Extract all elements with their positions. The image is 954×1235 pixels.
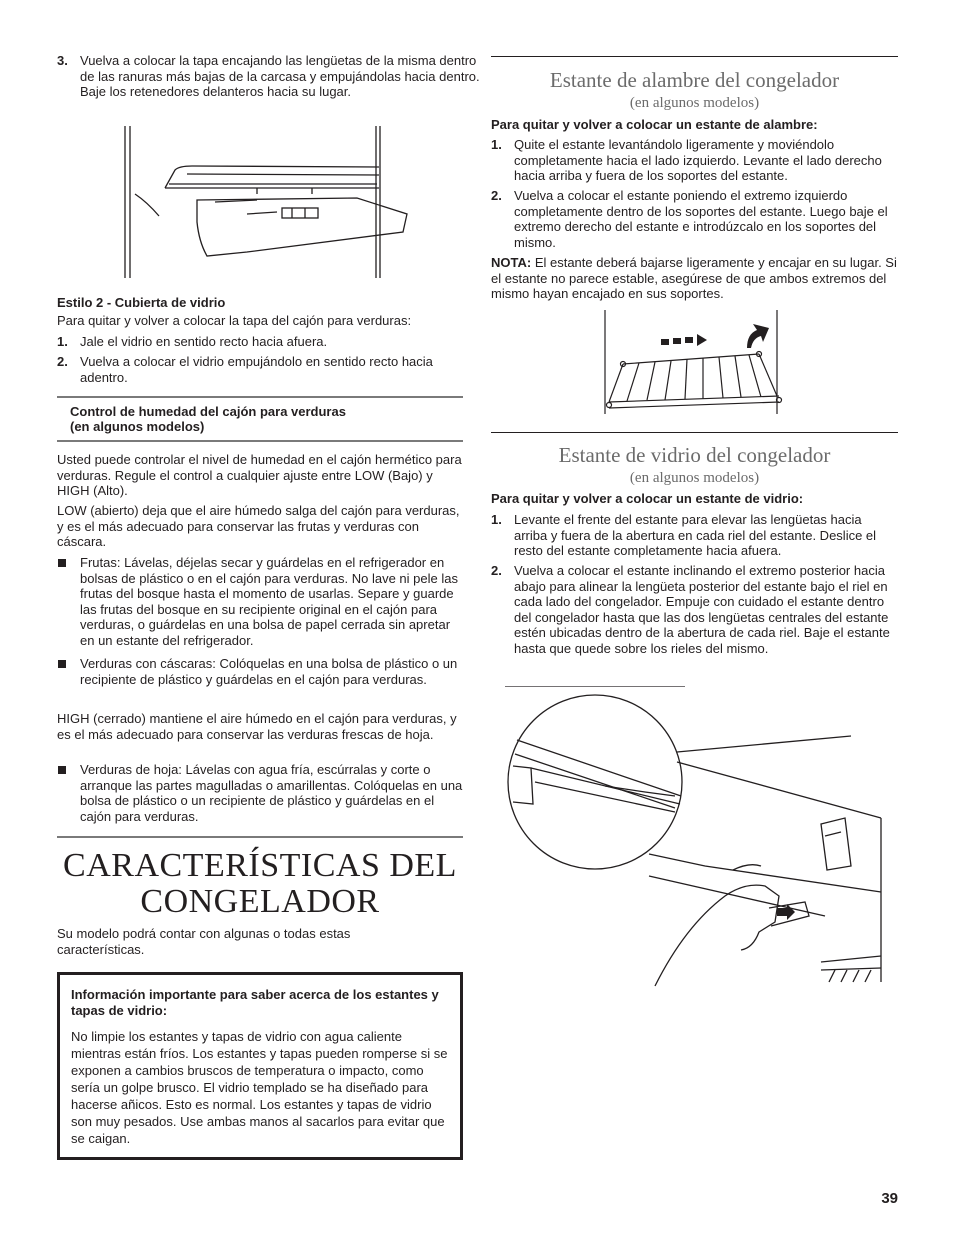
step-text: Vuelva a colocar el vidrio empujándolo en sentido recto hacia adentro. bbox=[80, 354, 433, 385]
step-text: Quite el estante levantándolo ligeramente y moviéndolo completamente hacia el lado izquierdo. Levante el lado derecho hacia arriba y fuera de los soportes del estante. bbox=[514, 137, 882, 183]
step-3 bbox=[57, 53, 486, 100]
bullet-square bbox=[58, 559, 66, 567]
section-divider bbox=[491, 432, 898, 433]
bullet-text: Frutas: Lávelas, déjelas secar y guárdelas en el refrigerador en bolsas de plástico o en el cajón para verduras. No lave ni pele las frutas del bosque hasta el momento de usarlas. Separe y guarde las frutas del bosque en su recipiente original en el cajón para verduras, o guárdelas en una bolsa de papel cerrada sin apretar en un estante del refrigerador. bbox=[80, 555, 458, 648]
humidity-heading-line1: Control de humedad del cajón para verduras bbox=[70, 404, 346, 419]
step-number: 2. bbox=[491, 563, 502, 578]
important-info-box bbox=[57, 972, 463, 1160]
glass-shelf-intro: Para quitar y volver a colocar un estante de vidrio: bbox=[491, 491, 804, 506]
step-text: Vuelva a colocar el estante poniendo el extremo izquierdo completamente dentro de los soportes del estante. Luego baje el extremo derecho del estante e introdúzcalo en los soportes del mismo. bbox=[514, 188, 888, 250]
bullet-item bbox=[57, 555, 463, 648]
glass-shelf-title: Estante de vidrio del congelador bbox=[558, 443, 831, 467]
section-divider bbox=[57, 836, 463, 838]
section-divider bbox=[491, 56, 898, 57]
humidity-intro: Usted puede controlar el nivel de humedad en el cajón hermético para verduras. Regule el control a cualquier ajuste entre LOW (Bajo) y HIGH (Alto). bbox=[57, 452, 462, 498]
bullet-item bbox=[57, 656, 463, 687]
note-label: NOTA: bbox=[491, 255, 532, 270]
style2-intro: Para quitar y volver a colocar la tapa del cajón para verduras: bbox=[57, 313, 412, 328]
note-text: El estante deberá bajarse ligeramente y encajar en su lugar. Si el estante no parece estable, asegúrese de que ambos extremos del mismo hayan encajado en sus soportes. bbox=[491, 255, 897, 301]
glass-step-1 bbox=[491, 512, 898, 559]
page-title-line1: CARACTERÍSTICAS DEL bbox=[63, 847, 457, 884]
step-text: Vuelva a colocar el estante inclinando el extremo posterior hacia abajo para alinear la lengüeta posterior del estante bajo el riel en cada lado del congelador. Empuje con cuidado el estante dentro del congelador hasta que las dos lengüetas centrales del estante estén ubicadas dentro de la abertura de cada riel. Baje el estante hasta que quede sobre los rieles del mismo. bbox=[514, 563, 890, 656]
wire-step-1 bbox=[491, 137, 898, 184]
wire-shelf-subtitle: (en algunos modelos) bbox=[629, 95, 760, 111]
humidity-heading-line2: (en algunos modelos) bbox=[70, 419, 205, 434]
style2-heading: Estilo 2 - Cubierta de vidrio bbox=[57, 295, 226, 310]
step-number: 2. bbox=[57, 354, 68, 369]
glass-step-2 bbox=[491, 563, 898, 656]
wire-note bbox=[491, 255, 898, 302]
step-text: Levante el frente del estante para elevar las lengüetas hacia arriba y fuera de la abertura en cada riel del estante. Deslice el resto del estante completamente hacia afuera. bbox=[514, 512, 877, 558]
step-text: Vuelva a colocar la tapa encajando las lengüetas de la misma dentro de las ranuras más bajas de la carcasa y empujándolas hacia dentro. Baje los retenedores delanteros hacia su lugar. bbox=[80, 53, 480, 99]
step-number: 1. bbox=[491, 137, 502, 152]
page-number: 39 bbox=[881, 1190, 898, 1207]
crisper-cover-illustration bbox=[107, 122, 417, 282]
infobox-heading: Información importante para saber acerca de los estantes y tapas de vidrio: bbox=[71, 987, 439, 1018]
infobox-text: No limpie los estantes y tapas de vidrio con agua caliente mientras están fríos. Los estantes y tapas pueden romperse si se exponen a cambios bruscos de temperatura o impacto, como sería un golpe brusco. El vidrio templado se ha diseñado para hacerse añicos. Esto es normal. Los estantes y tapas de vidrio son muy pesados. Use ambas manos al sacarlos para evitar que se caigan. bbox=[71, 1029, 448, 1146]
wire-shelf-title: Estante de alambre del congelador bbox=[549, 68, 840, 92]
wire-shelf-illustration bbox=[601, 308, 791, 416]
style2-step-1 bbox=[57, 334, 463, 350]
features-intro: Su modelo podrá contar con algunas o todas estas características. bbox=[57, 926, 351, 957]
page-title bbox=[57, 848, 463, 920]
style2-step-2 bbox=[57, 354, 463, 385]
section-divider bbox=[57, 440, 463, 442]
high-text: HIGH (cerrado) mantiene el aire húmedo en el cajón para verduras, y es el más adecuado para conservar las verduras frescas de hoja. bbox=[57, 711, 457, 742]
bullet-text: Verduras con cáscaras: Colóquelas en una bolsa de plástico o un recipiente de plástico y guárdelas en el cajón para verduras. bbox=[80, 656, 458, 687]
bullet-square bbox=[58, 660, 66, 668]
page-title-line2: CONGELADOR bbox=[140, 883, 380, 920]
step-number: 3. bbox=[57, 53, 68, 68]
step-text: Jale el vidrio en sentido recto hacia afuera. bbox=[80, 334, 328, 349]
wire-step-2 bbox=[491, 188, 898, 250]
bullet-square bbox=[58, 766, 66, 774]
wire-shelf-intro: Para quitar y volver a colocar un estante de alambre: bbox=[491, 117, 818, 132]
bullet-text: Verduras de hoja: Lávelas con agua fría, escúrralas y corte o arranque las partes magulladas o amarillentas. Colóquelas en una bolsa de plástico o un recipiente de plástico y guárdelas en el cajón para verduras. bbox=[80, 762, 463, 824]
section-divider bbox=[57, 396, 463, 398]
step-number: 1. bbox=[57, 334, 68, 349]
step-number: 2. bbox=[491, 188, 502, 203]
bullet-item bbox=[57, 762, 463, 824]
glass-shelf-illustration bbox=[505, 686, 885, 996]
step-number: 1. bbox=[491, 512, 502, 527]
glass-shelf-subtitle: (en algunos modelos) bbox=[629, 470, 760, 486]
low-text: LOW (abierto) deja que el aire húmedo salga del cajón para verduras, y es el más adecuado para conservar las frutas y verduras con cáscara. bbox=[57, 503, 460, 549]
